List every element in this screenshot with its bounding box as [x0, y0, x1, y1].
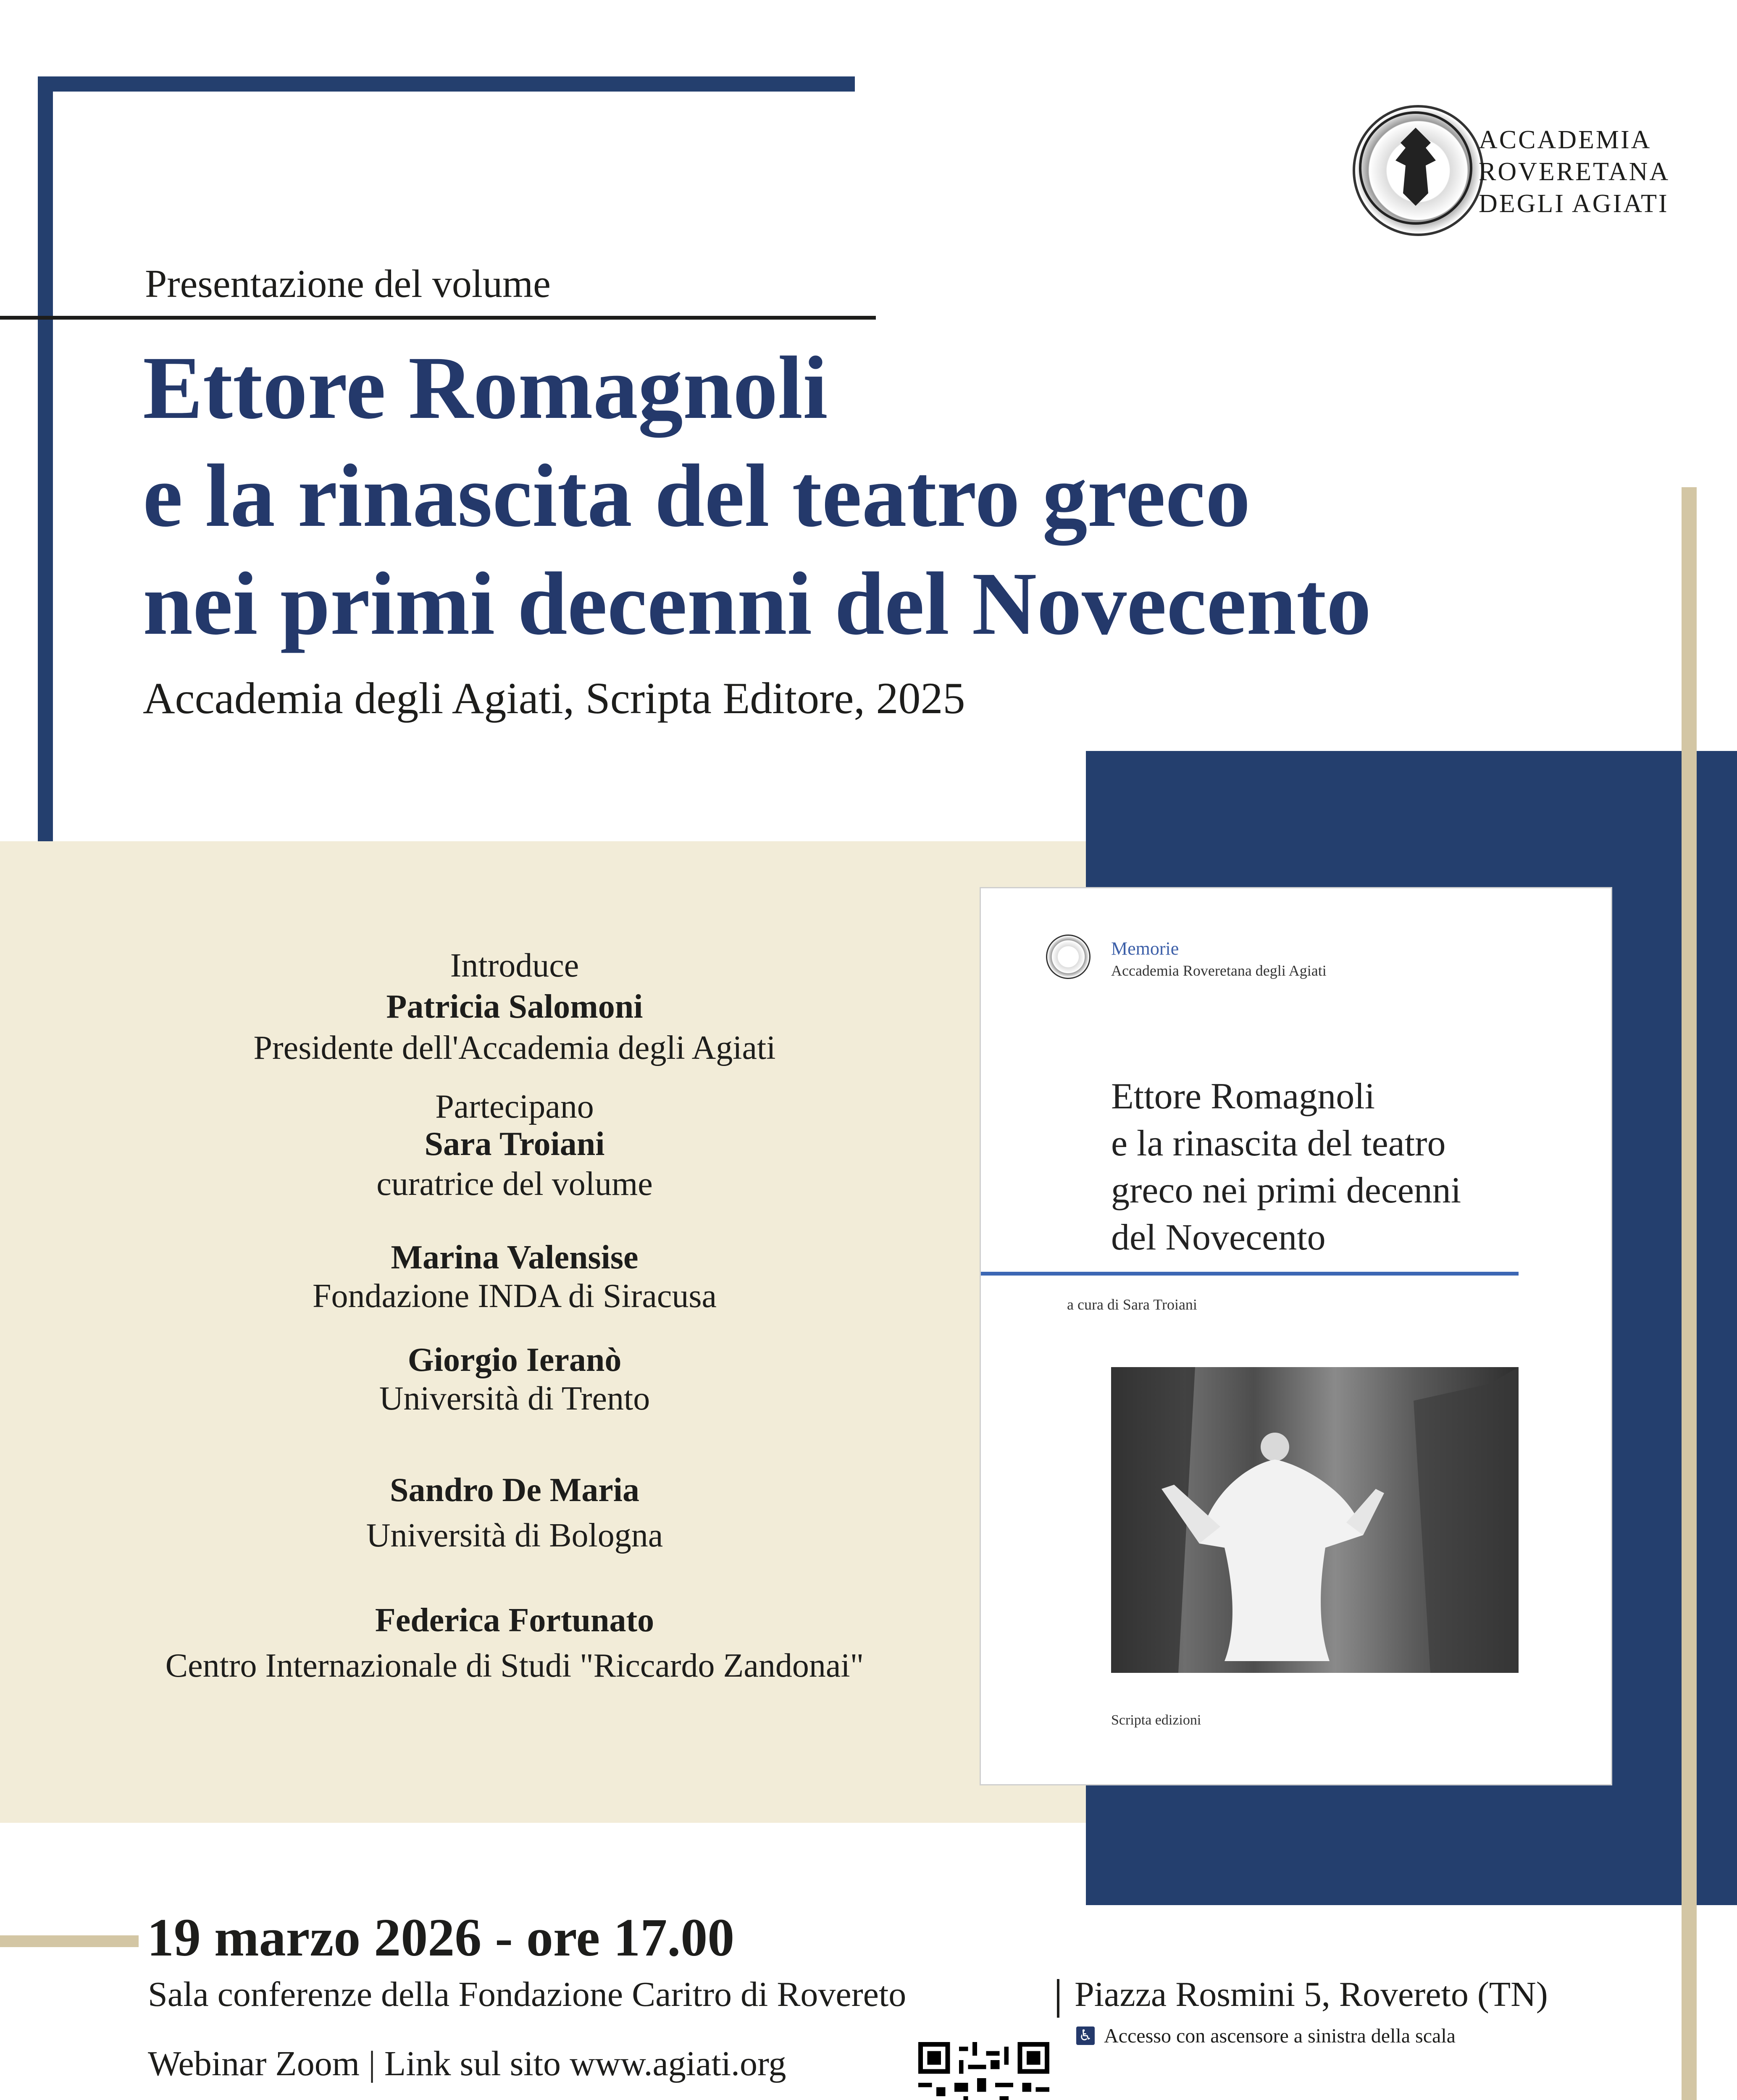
speaker-name: Marina Valensise — [391, 1239, 639, 1276]
academy-logo — [1353, 97, 1697, 256]
cover-rule — [981, 1272, 1519, 1276]
speaker-role: Università di Bologna — [366, 1517, 663, 1554]
cover-crest-icon — [1046, 934, 1091, 979]
academy-logo-line2: ROVERETANA — [1479, 158, 1670, 186]
wheelchair-icon: ♿ — [1076, 2026, 1095, 2045]
title-line1: Ettore Romagnoli — [143, 338, 828, 438]
part-label: Partecipano — [435, 1088, 594, 1125]
academy-logo-line3: DEGLI AGIATI — [1479, 189, 1669, 218]
academy-crest-icon — [1353, 105, 1484, 236]
cover-title-line1: Ettore Romagnoli — [1111, 1076, 1375, 1117]
pretitle-rule — [0, 316, 876, 320]
intro-name: Patricia Salomoni — [386, 988, 643, 1025]
speaker-role: Fondazione INDA di Siracusa — [312, 1278, 717, 1315]
speakers — [97, 945, 933, 1688]
venue-separator — [1057, 1979, 1059, 2018]
speaker-name: Sandro De Maria — [389, 1472, 640, 1509]
left-gold-bar — [0, 1935, 139, 1947]
academy-logo-line1: ACCADEMIA — [1479, 126, 1652, 154]
intro-label: Introduce — [450, 947, 579, 984]
book-cover — [981, 888, 1611, 1784]
page-title — [143, 334, 1371, 658]
cover-title-line2: e la rinascita del teatro — [1111, 1123, 1446, 1164]
speaker-role: Centro Internazionale di Studi "Riccardo Zandonai" — [165, 1647, 864, 1684]
pre-title: Presentazione del volume — [145, 262, 551, 306]
event-venue: Sala conferenze della Fondazione Caritro di Rovereto — [148, 1975, 907, 2014]
cover-photo — [1111, 1367, 1519, 1673]
speaker-role: Università di Trento — [379, 1380, 650, 1417]
cover-title-line3: greco nei primi decenni — [1111, 1170, 1461, 1211]
speaker-name: Sara Troiani — [424, 1126, 605, 1163]
access-note: Accesso con ascensore a sinistra della scala — [1104, 2025, 1456, 2047]
cover-title-line4: del Novecento — [1111, 1217, 1326, 1258]
cover-title — [1111, 1073, 1461, 1261]
speaker-role: curatrice del volume — [376, 1166, 653, 1202]
cover-series: Memorie — [1111, 938, 1179, 959]
title-line3: nei primi decenni del Novecento — [143, 554, 1372, 654]
event-date-time: 19 marzo 2026 - ore 17.00 — [147, 1908, 735, 1967]
cover-editor: a cura di Sara Troiani — [1067, 1296, 1197, 1313]
cover-series-sub: Accademia Roveretana degli Agiati — [1111, 962, 1327, 979]
top-navy-bar — [38, 76, 855, 92]
qr-code[interactable] — [918, 2042, 1049, 2100]
event-address: Piazza Rosmini 5, Rovereto (TN) — [1075, 1975, 1548, 2014]
speaker-name: Giorgio Ieranò — [407, 1341, 622, 1378]
title-line2: e la rinascita del teatro greco — [143, 446, 1251, 546]
cover-publisher: Scripta edizioni — [1111, 1712, 1201, 1728]
speaker-name: Federica Fortunato — [375, 1602, 654, 1639]
right-gold-bar — [1682, 487, 1697, 2100]
webinar-info: Webinar Zoom | Link sul sito www.agiati.org — [148, 2044, 786, 2083]
intro-role: Presidente dell'Accademia degli Agiati — [253, 1029, 776, 1066]
subtitle: Accademia degli Agiati, Scripta Editore, 2025 — [143, 674, 965, 723]
